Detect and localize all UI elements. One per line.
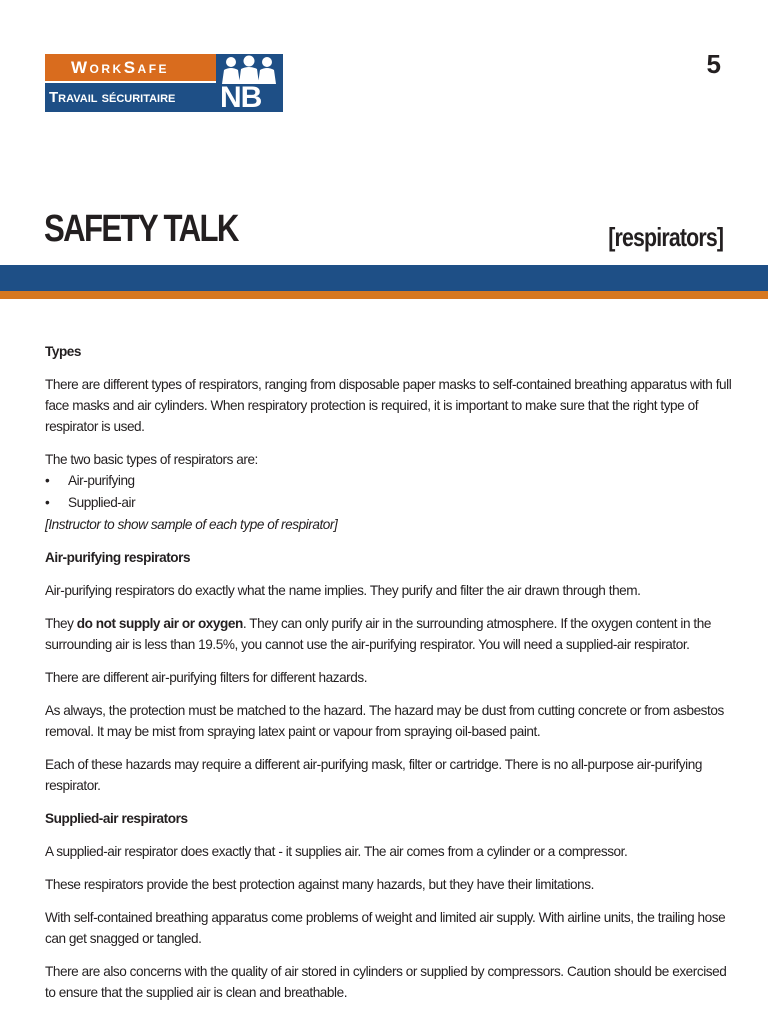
emphasis-text: do not supply air or oxygen	[76, 616, 243, 631]
logo-nb-block	[216, 54, 283, 112]
logo-worksafe-text: WorkSafe	[45, 54, 220, 81]
document-body	[45, 341, 735, 1015]
section-heading-types: Types	[45, 344, 82, 359]
list-item	[45, 492, 735, 514]
worksafe-nb-logo	[45, 54, 283, 112]
paragraph	[45, 613, 735, 655]
bullet-icon: •	[45, 495, 50, 510]
paragraph: A supplied-air respirator does exactly that - it supplies air. The air comes from a cylinder or a compressor.	[45, 844, 628, 859]
paragraph: As always, the protection must be matched to the hazard. The hazard may be dust from cutting concrete or from asbestos removal. It may be mist from spraying latex paint or vapour from spraying oil-based paint.	[45, 703, 724, 739]
list-item-text: Air-purifying	[68, 473, 135, 488]
section-heading-supplied-air: Supplied-air respirators	[45, 811, 188, 826]
list-item	[45, 470, 735, 492]
instructor-note: [Instructor to show sample of each type of respirator]	[45, 517, 338, 532]
page-title: SAFETY TALK	[44, 208, 238, 250]
paragraph: These respirators provide the best protection against many hazards, but they have their limitations.	[45, 877, 594, 892]
paragraph: Air-purifying respirators do exactly what the name implies. They purify and filter the air drawn through them.	[45, 583, 641, 598]
bullet-icon: •	[45, 473, 50, 488]
page-number: 5	[706, 49, 721, 79]
logo-nb-text: NB	[220, 81, 262, 112]
paragraph: The two basic types of respirators are:	[45, 452, 258, 467]
respirator-types-list	[45, 470, 735, 514]
paragraph: Each of these hazards may require a different air-purifying mask, filter or cartridge. There is no all-purpose air-purifying respirator.	[45, 757, 702, 793]
logo-travail-text: Travail sécuritaire	[45, 83, 220, 112]
header-band-orange	[0, 291, 768, 299]
paragraph: There are different types of respirators, ranging from disposable paper masks to self-contained breathing apparatus with full face masks and air cylinders. When respiratory protection is required, it is important to make sure that the right type of respirator is used.	[45, 377, 732, 434]
page-subtitle: [respirators]	[608, 222, 723, 252]
paragraph: With self-contained breathing apparatus come problems of weight and limited air supply. With airline units, the trailing hose can get snagged or tangled.	[45, 910, 726, 946]
paragraph-text: They	[45, 616, 77, 631]
list-item-text: Supplied-air	[68, 495, 136, 510]
paragraph: There are different air-purifying filters for different hazards.	[45, 670, 368, 685]
header-band-blue	[0, 265, 768, 291]
paragraph: There are also concerns with the quality of air stored in cylinders or supplied by compressors. Caution should be exercised to ensure that the supplied air is clean and breathable.	[45, 964, 727, 1000]
paragraph-text: . They can only purify air in the surrounding atmosphere. If the oxygen content in the surrounding air is less than 19.5%, you cannot use the air-purifying respirator. You will need a supplied-air respirator.	[45, 616, 711, 652]
section-heading-air-purifying: Air-purifying respirators	[45, 550, 191, 565]
